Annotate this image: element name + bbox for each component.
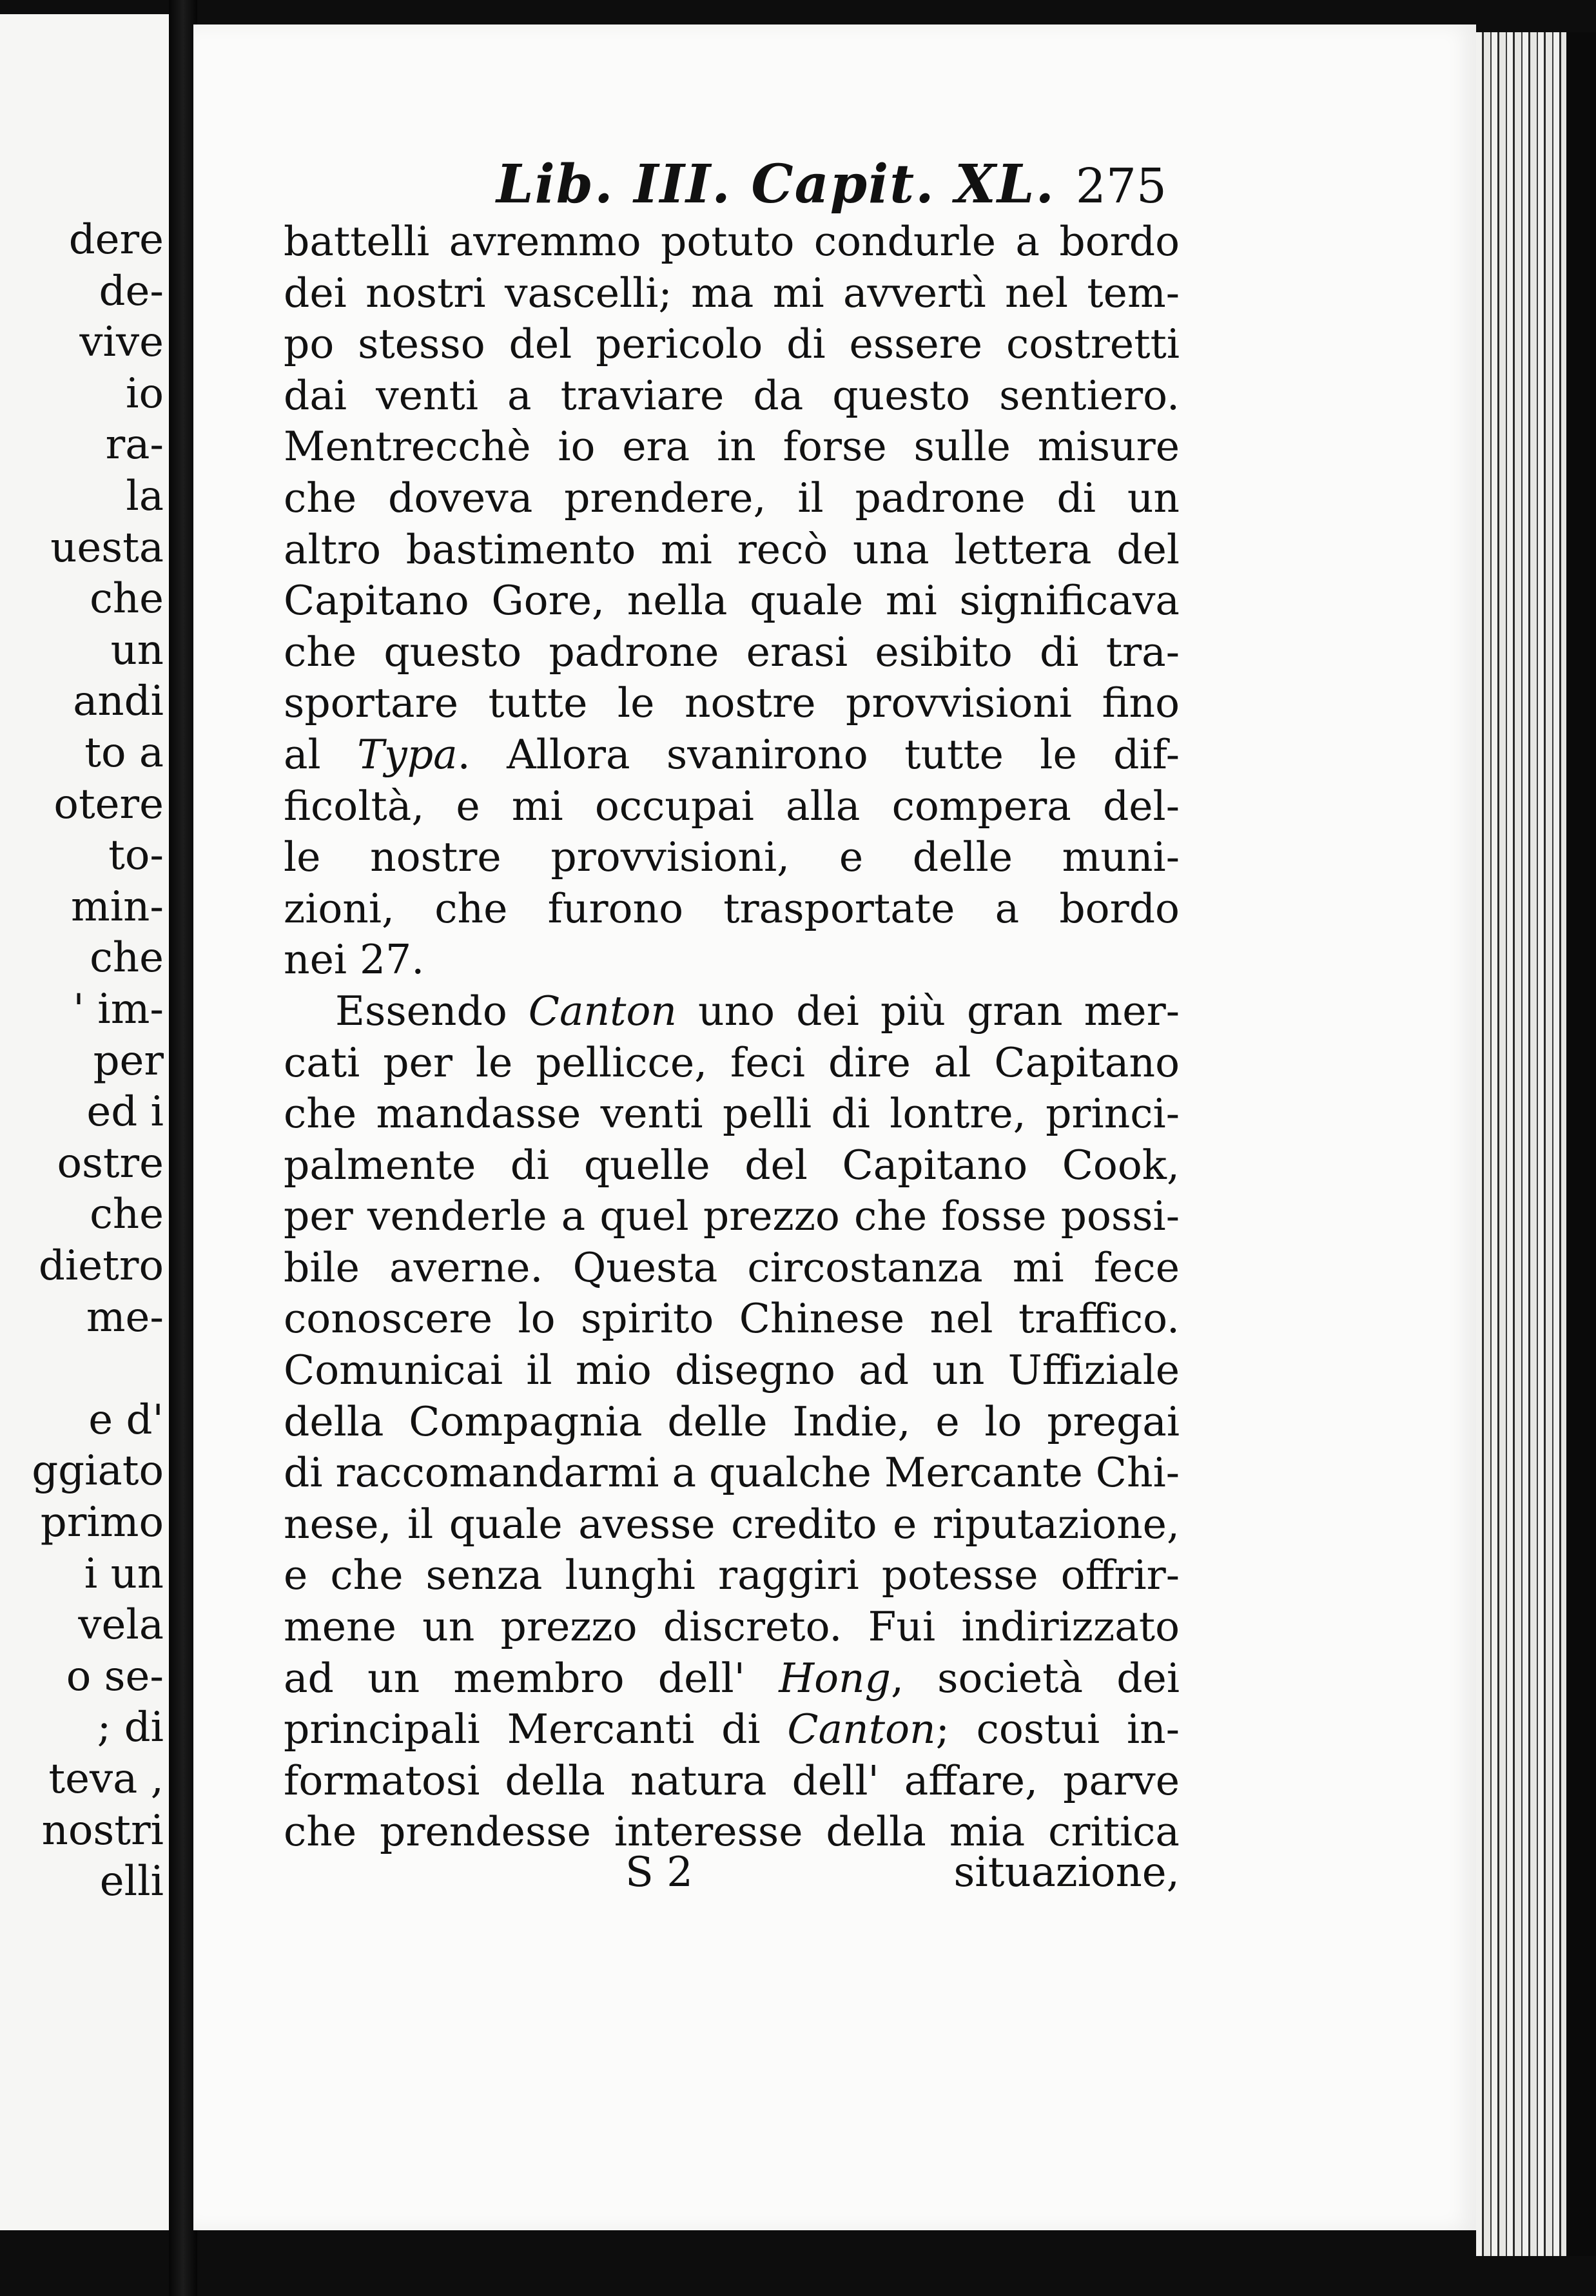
left-page-fragment: ed i xyxy=(86,1088,164,1136)
left-page-fragment: o se- xyxy=(66,1652,164,1700)
text-line: altro bastimento mi recò una lettera del xyxy=(284,525,1180,573)
left-page-fragment: nostri xyxy=(41,1806,164,1854)
text-line: Capitano Gore, nella quale mi significava xyxy=(284,577,1180,625)
catchword: situazione, xyxy=(953,1849,1180,1896)
text-line: ficoltà, e mi occupai alla compera del- xyxy=(284,782,1180,830)
left-page-fragment: vive xyxy=(79,318,164,367)
text-line: conoscere lo spirito Chinese nel traffico. xyxy=(284,1295,1180,1343)
left-page-fragment: i un xyxy=(84,1550,164,1598)
left-page-fragment: ; di xyxy=(97,1704,164,1752)
left-page-fragment: ra- xyxy=(105,421,164,469)
body-text xyxy=(284,216,1180,1858)
text-line: principali Mercanti di Canton; costui in- xyxy=(284,1706,1180,1753)
text-line: Essendo Canton uno dei più gran mer- xyxy=(335,987,1180,1035)
left-page-fragment: to- xyxy=(108,832,164,880)
text-line: Mentrecchè io era in forse sulle misure xyxy=(284,423,1180,471)
left-page-fragment: che xyxy=(90,934,164,982)
text-line: della Compagnia delle Indie, e lo pregai xyxy=(284,1397,1180,1445)
left-page-fragment: che xyxy=(90,575,164,623)
left-page-fragment: primo xyxy=(40,1499,164,1546)
text-line: e che senza lunghi raggiri potesse offrir- xyxy=(284,1552,1180,1599)
text-line: al Typa. Allora svanirono tutte le dif- xyxy=(284,730,1180,778)
text-line: sportare tutte le nostre provvisioni fino xyxy=(284,679,1180,727)
left-page-fragment: min- xyxy=(71,882,164,931)
running-head: Lib. III. Capit. XL. xyxy=(496,153,1056,215)
text-line: nese, il quale avesse credito e riputazione, xyxy=(284,1500,1180,1548)
text-line: che questo padrone erasi esibito di tra- xyxy=(284,628,1180,676)
left-page-fragment: per xyxy=(93,1036,164,1085)
left-page-fragment: otere xyxy=(54,780,164,828)
page-edges xyxy=(1476,32,1596,2256)
text-line: per venderle a quel prezzo che fosse possi- xyxy=(284,1192,1180,1240)
text-line: bile averne. Questa circostanza mi fece xyxy=(284,1243,1180,1291)
left-page-fragment: dietro xyxy=(38,1242,164,1290)
text-line: zioni, che furono trasportate a bordo xyxy=(284,884,1180,932)
text-line: palmente di quelle del Capitano Cook, xyxy=(284,1141,1180,1189)
left-page-fragment: vela xyxy=(78,1601,164,1649)
left-page-fragment: de- xyxy=(99,267,164,315)
left-page-fragment: to a xyxy=(84,729,164,777)
text-line: cati per le pellicce, feci dire al Capitano xyxy=(284,1038,1180,1086)
left-page-fragment: io xyxy=(126,369,164,418)
left-page-fragment: ggiato xyxy=(32,1447,164,1495)
page-header xyxy=(496,147,1192,218)
left-page-fragment: ostre xyxy=(57,1139,164,1187)
left-page-fragment: uesta xyxy=(50,523,164,572)
text-line: mene un prezzo discreto. Fui indirizzato xyxy=(284,1603,1180,1651)
text-line: battelli avremmo potuto condurle a bordo xyxy=(284,218,1180,265)
page-footer xyxy=(284,1849,1180,1907)
left-page-fragment: andi xyxy=(73,677,164,726)
left-page-fragment: e d' xyxy=(88,1396,164,1444)
left-page-fragment: ' im- xyxy=(73,986,164,1033)
text-line: Comunicai il mio disegno ad un Uffiziale xyxy=(284,1347,1180,1394)
signature-mark: S 2 xyxy=(625,1849,693,1896)
text-line: di raccomandarmi a qualche Mercante Chi- xyxy=(284,1449,1180,1497)
text-line: po stesso del pericolo di essere costretti xyxy=(284,320,1180,368)
text-line: formatosi della natura dell' affare, parve xyxy=(284,1756,1180,1804)
left-page-fragment: elli xyxy=(99,1858,164,1906)
left-page-fragment: me- xyxy=(86,1293,164,1341)
text-line: dei nostri vascelli; ma mi avvertì nel tem- xyxy=(284,269,1180,316)
text-line: che doveva prendere, il padrone di un xyxy=(284,474,1180,521)
text-line: che prendesse interesse della mia critica xyxy=(284,1808,1180,1856)
left-page-fragment: che xyxy=(90,1191,164,1239)
page-number: 275 xyxy=(1075,159,1167,214)
left-page-fragment: un xyxy=(110,626,164,674)
left-page-fragment: dere xyxy=(68,216,164,264)
text-line: che mandasse venti pelli di lontre, princi- xyxy=(284,1090,1180,1138)
text-line: ad un membro dell' Hong, società dei xyxy=(284,1654,1180,1702)
text-line: le nostre provvisioni, e delle muni- xyxy=(284,833,1180,881)
left-page-fragment: la xyxy=(126,472,164,520)
text-line: dai venti a traviare da questo sentiero. xyxy=(284,371,1180,419)
left-page-fragment: teva , xyxy=(48,1755,164,1803)
left-facing-page xyxy=(0,14,169,2230)
text-line: nei 27. xyxy=(284,936,425,984)
